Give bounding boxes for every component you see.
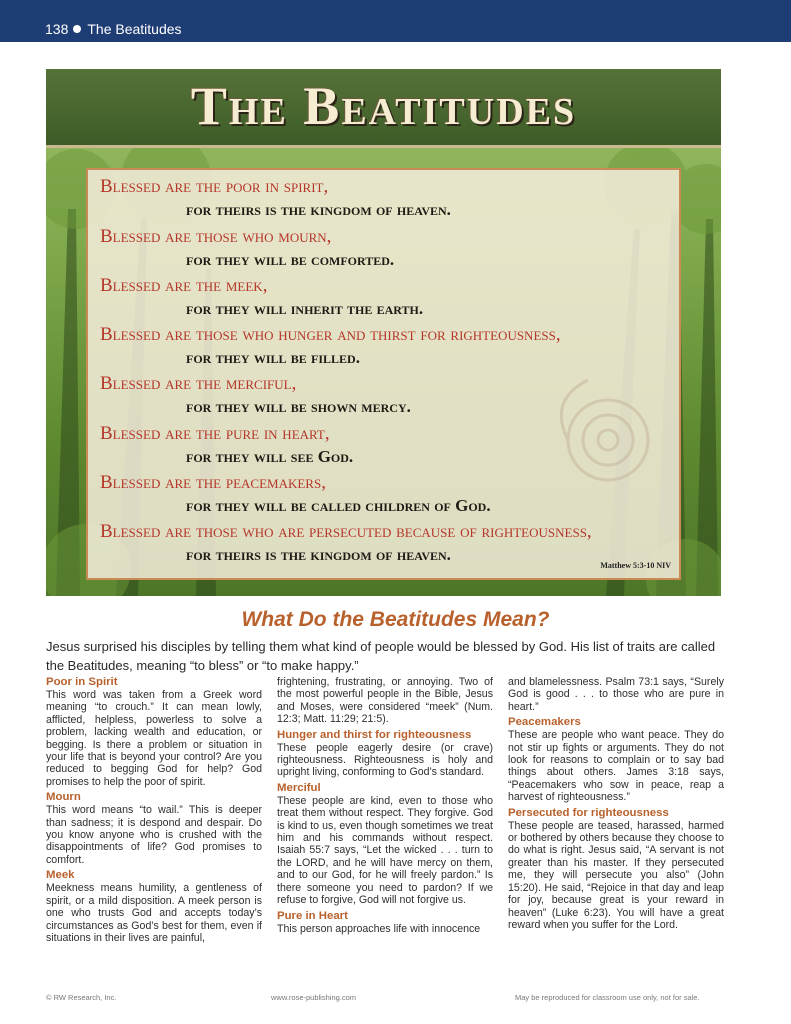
subheading-mourn: Mourn	[46, 791, 81, 804]
column-1	[46, 676, 262, 944]
subheading-peacemakers: Peacemakers	[508, 716, 581, 729]
subheading-pure-in-heart: Pure in Heart	[277, 909, 348, 922]
scripture-reference: Matthew 5:3-10 NIV	[600, 561, 671, 570]
footer-copyright: © RW Research, Inc.	[46, 993, 117, 1002]
beatitude-1-blessed: Blessed are the poor in spirit,	[100, 176, 329, 197]
paragraph-pure-in-heart: This person approaches life with innocence	[277, 922, 481, 935]
beatitude-5-blessed: Blessed are the merciful,	[100, 373, 297, 394]
page-header	[45, 21, 182, 37]
beatitude-6-blessed: Blessed are the pure in heart,	[100, 423, 330, 444]
column-3	[508, 676, 724, 931]
beatitude-5-promise: for they will be shown mercy.	[186, 397, 411, 416]
beatitudes-panel	[86, 168, 681, 580]
beatitude-3-promise: for they will inherit the earth.	[186, 299, 424, 318]
section-heading: What Do the Beatitudes Mean?	[241, 608, 550, 631]
paragraph-persecuted: These people are teased, harassed, harmed or bothered by others because they choose to do what is right. Jesus said, “A servant is not greater than his master. If they persecuted me, they will persecute you also” (John 15:20). He said, “Rejoice in that day and leap for joy, because great is your reward in heaven” (Luke 6:23). You will have a great reward when you suffer for the Lord.	[508, 819, 724, 931]
intro-paragraph: Jesus surprised his disciples by telling them what kind of people would be blessed by God. His list of traits are called the Beatitudes, meaning “to bless” or “to make happy.”	[46, 639, 716, 673]
column-2	[277, 676, 493, 935]
beatitude-8-blessed: Blessed are those who are persecuted because of righteousness,	[100, 521, 592, 542]
beatitude-6-promise: for they will see God.	[186, 447, 354, 466]
subheading-persecuted: Persecuted for righteousness	[508, 806, 669, 819]
subheading-merciful: Merciful	[277, 781, 321, 794]
paragraph-meek-continued: frightening, frustrating, or annoying. Two of the most powerful people in the Bible, Jesus and Moses, were considered “meek” (Num. 12:3; Matt. 11:29; 21:5).	[277, 676, 493, 726]
beatitude-3-blessed: Blessed are the meek,	[100, 275, 268, 296]
beatitude-7-promise: for they will be called children of God.	[186, 496, 491, 515]
swirl-ornament-icon	[548, 360, 668, 510]
paragraph-mourn: This word means “to wail.” This is deeper than sadness; it is despond and despair. Do you know anyone who is crushed with the disappointments of life? God promises to comfort.	[46, 804, 262, 866]
beatitude-1-promise: for theirs is the kingdom of heaven.	[186, 200, 451, 219]
footer-notice: May be reproduced for classroom use only, not for sale.	[515, 993, 700, 1002]
paragraph-meek: Meekness means humility, a gentleness of spirit, or a mild disposition. A meek person is one who trusts God and accepts today’s circumstances as God’s best for them, even if situations in their lives are painful,	[46, 882, 262, 944]
paragraph-hunger-thirst: These people eagerly desire (or crave) righteousness. Righteousness is holy and upright living, conforming to God’s standard.	[277, 741, 493, 779]
paragraph-poor-in-spirit: This word was taken from a Greek word meaning “to crouch.” It can mean lowly, afflicted, helpless, powerless to solve a problem, lacking wealth and education, or begging. Is there a problem or situation in your life that is beyond your control? Are you reduced to begging God for help? God promises to help the poor of spirit.	[46, 689, 262, 788]
subheading-hunger-thirst: Hunger and thirst for righteousness	[277, 728, 472, 741]
page-number: 138	[45, 21, 69, 37]
paragraph-pure-in-heart-continued: and blamelessness. Psalm 73:1 says, “Surely God is good . . . to those who are pure in heart.”	[508, 676, 724, 713]
section-title: The Beatitudes	[87, 21, 182, 37]
subheading-poor-in-spirit: Poor in Spirit	[46, 676, 118, 688]
subheading-meek: Meek	[46, 869, 75, 882]
beatitudes-poster	[46, 69, 721, 596]
title-banner	[46, 69, 721, 148]
beatitude-4-blessed: Blessed are those who hunger and thirst for righteousness,	[100, 324, 561, 345]
poster-title: The Beatitudes	[190, 76, 577, 136]
bullet-icon	[73, 25, 81, 33]
beatitude-4-promise: for they will be filled.	[186, 348, 360, 367]
beatitude-2-promise: for they will be comforted.	[186, 250, 395, 269]
footer-website[interactable]: www.rose-publishing.com	[271, 993, 357, 1002]
paragraph-peacemakers: These are people who want peace. They do not stir up fights or arguments. They do not look for reasons to complain or to say bad things about others. James 3:18 says, “Peacemakers who sow in peace, reap a harvest of righteousness.”	[508, 729, 724, 804]
beatitude-7-blessed: Blessed are the peacemakers,	[100, 472, 326, 493]
beatitude-2-blessed: Blessed are those who mourn,	[100, 226, 332, 247]
paragraph-merciful: These people are kind, even to those who treat them without respect. They forgive. God is kind to us, even though sometimes we treat him and his commands without respect. Isaiah 55:7 says, “Let the wicked . . . turn to the LORD, and he will have mercy on them, and to our God, for he will freely pardon.” Is there someone you need to pardon? If we refuse to forgive, God will not forgive us.	[277, 794, 493, 907]
page-header-bar	[0, 0, 791, 42]
beatitude-8-promise: for theirs is the kingdom of heaven.	[186, 545, 451, 564]
